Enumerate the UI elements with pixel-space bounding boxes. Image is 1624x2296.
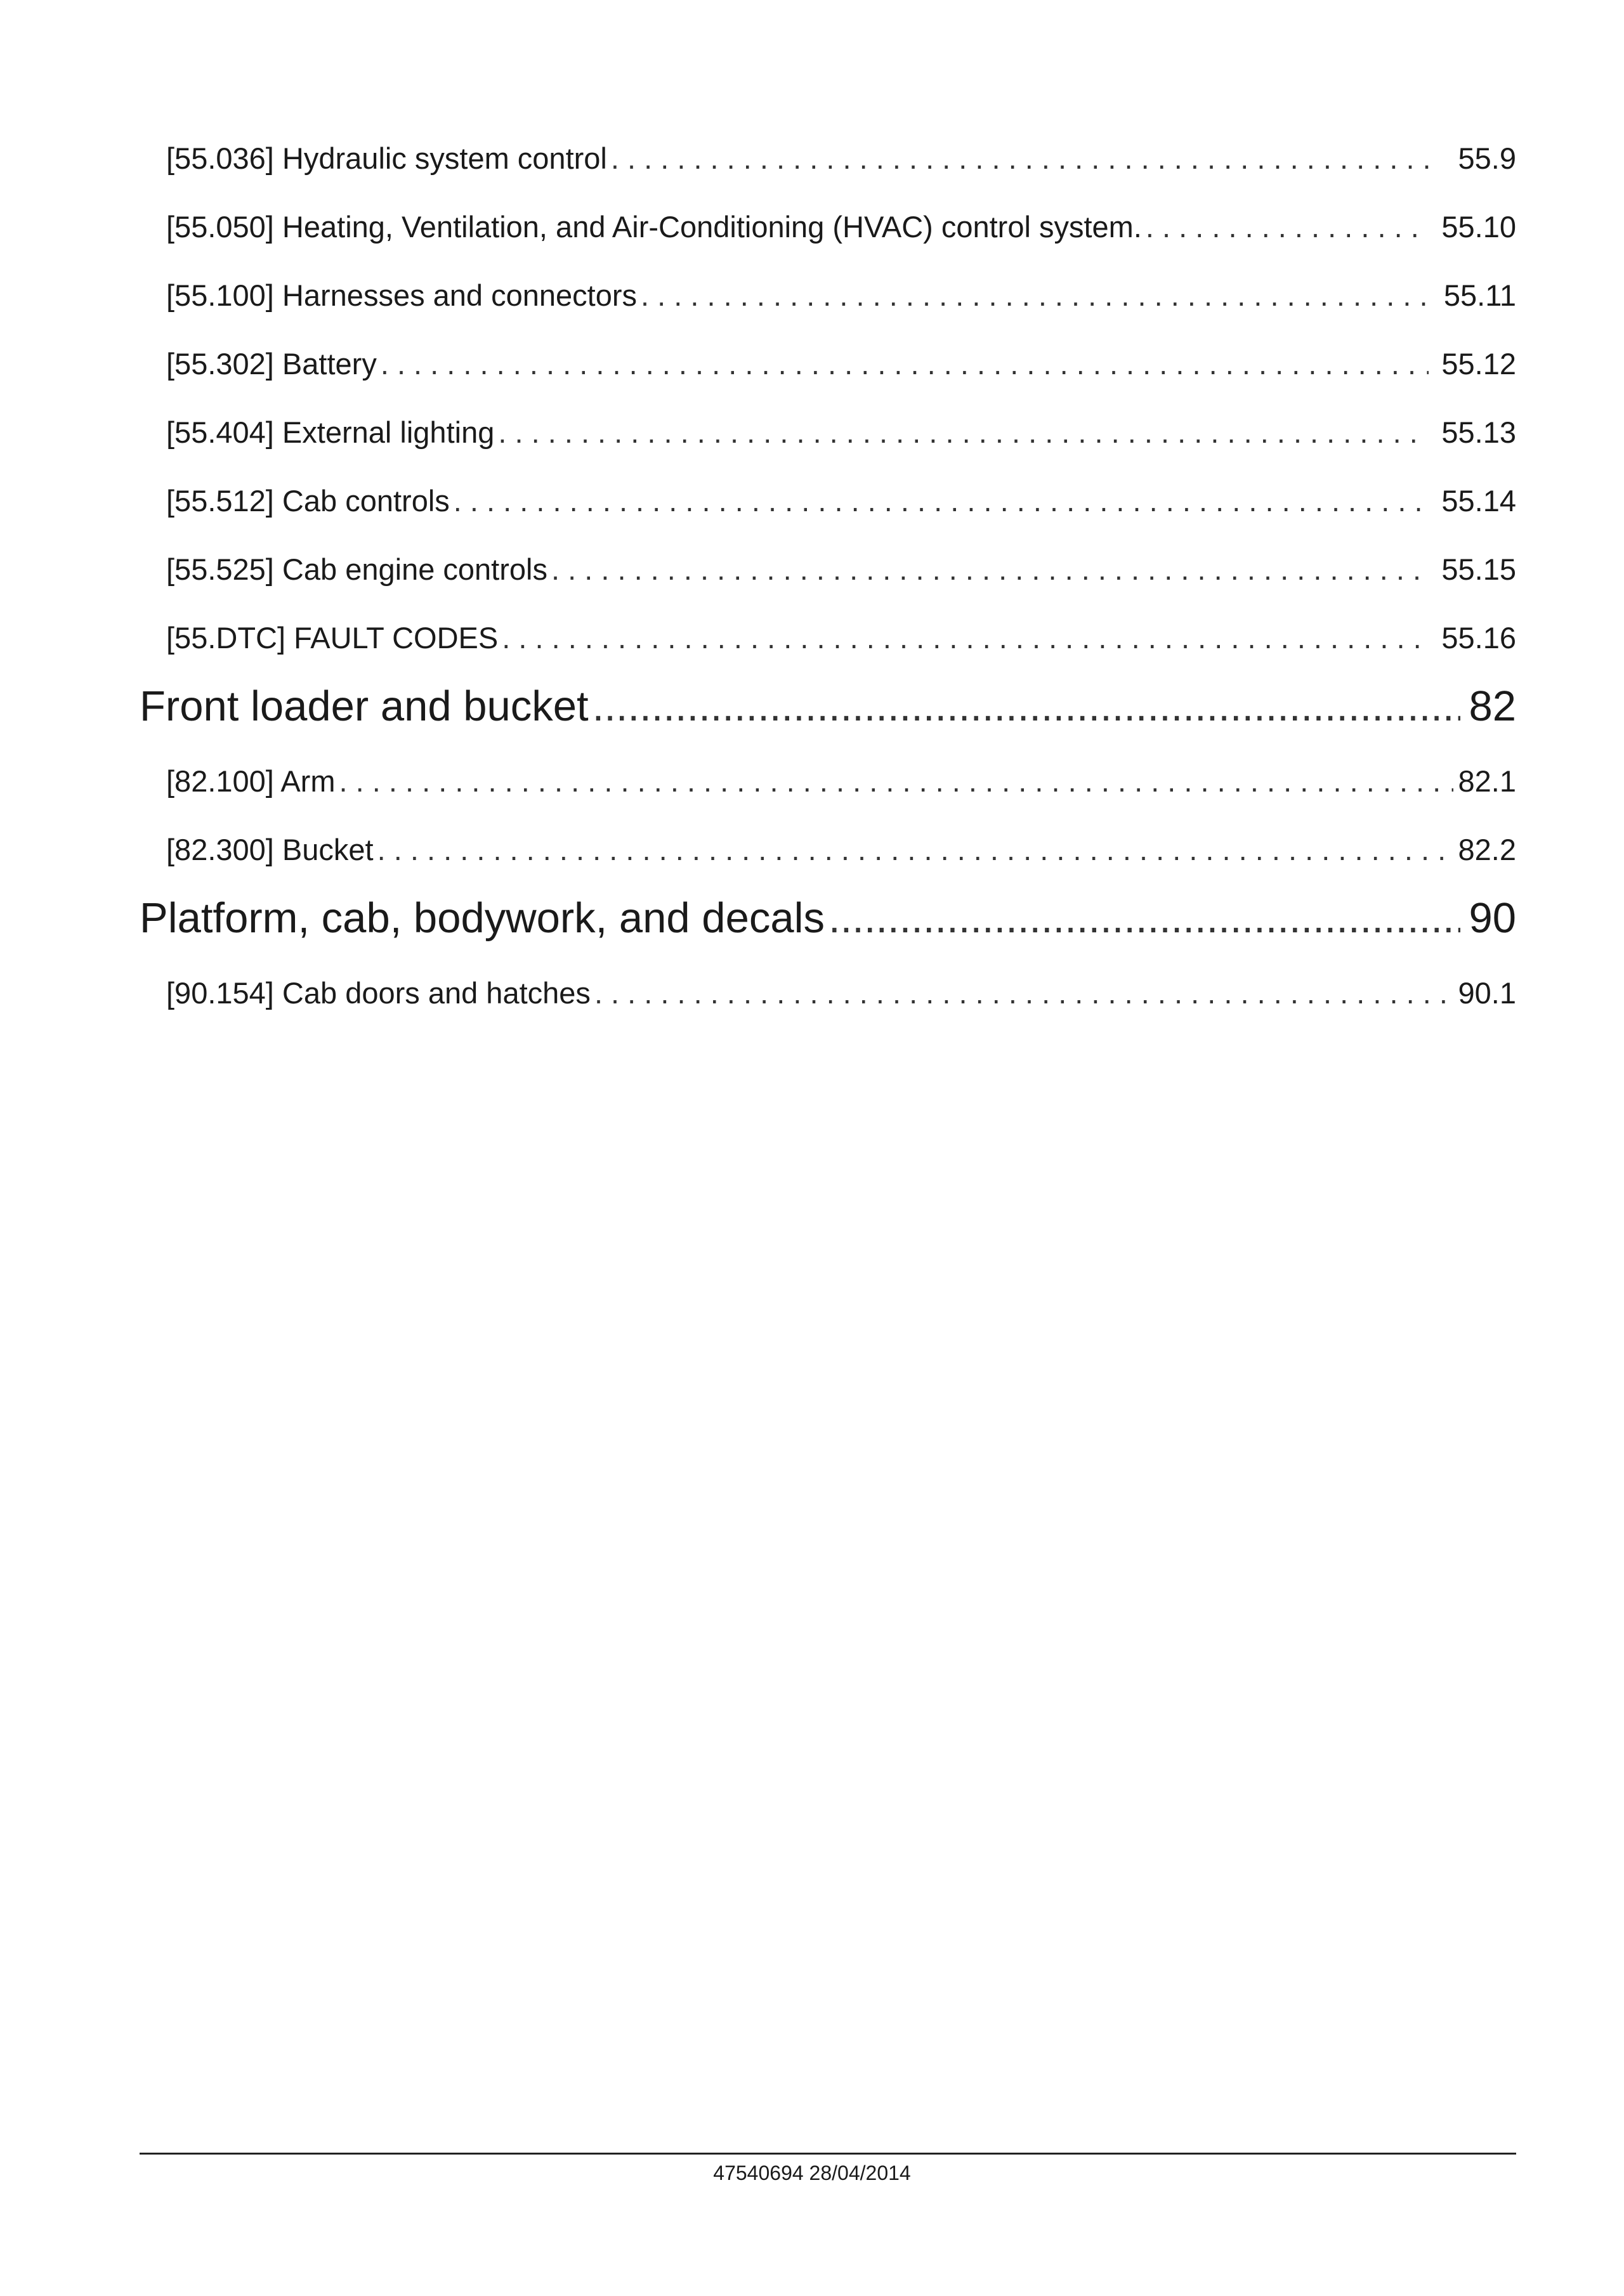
table-of-contents <box>140 133 1516 1036</box>
toc-entry-55-dtc[interactable] <box>140 613 1516 681</box>
dot-leader <box>502 613 1429 663</box>
toc-section-label: Platform, cab, bodywork, and decals <box>140 894 825 942</box>
toc-section-platform-cab[interactable] <box>140 887 1516 968</box>
dot-leader <box>1146 202 1429 252</box>
toc-section-page: 82 <box>1469 682 1516 730</box>
toc-section-label: Front loader and bucket <box>140 682 589 730</box>
toc-entry-55-512[interactable] <box>140 476 1516 544</box>
toc-entry-55-050[interactable] <box>140 202 1516 270</box>
toc-entry-55-404[interactable] <box>140 407 1516 476</box>
dot-leader <box>593 675 1460 738</box>
toc-entry-55-100[interactable] <box>140 270 1516 339</box>
toc-entry-label: [55.036] Hydraulic system control <box>166 141 607 175</box>
dot-leader <box>498 407 1429 458</box>
toc-entry-page: 55.13 <box>1441 415 1516 449</box>
dot-leader <box>381 339 1429 389</box>
toc-entry-label: [82.300] Bucket <box>166 833 374 866</box>
toc-section-page: 90 <box>1469 894 1516 942</box>
toc-entry-page: 82.2 <box>1458 833 1516 866</box>
dot-leader <box>594 968 1453 1019</box>
toc-entry-label: [55.404] External lighting <box>166 415 495 449</box>
toc-entry-label: [82.100] Arm <box>166 764 336 798</box>
toc-entry-90-154[interactable] <box>140 968 1516 1036</box>
toc-entry-label: [55.050] Heating, Ventilation, and Air-Conditioning (HVAC) control system. <box>166 210 1142 244</box>
toc-entry-label: [55.DTC] FAULT CODES <box>166 621 499 655</box>
dot-leader <box>377 825 1453 875</box>
dot-leader <box>551 544 1429 595</box>
toc-entry-page: 55.15 <box>1441 552 1516 586</box>
dot-leader <box>454 476 1429 526</box>
footer-document-id: 47540694 28/04/2014 <box>713 2162 911 2184</box>
toc-entry-label: [55.512] Cab controls <box>166 484 450 518</box>
toc-entry-55-036[interactable] <box>140 133 1516 202</box>
toc-entry-82-100[interactable] <box>140 756 1516 825</box>
toc-entry-page: 55.9 <box>1458 141 1516 175</box>
toc-entry-55-525[interactable] <box>140 544 1516 613</box>
dot-leader <box>611 133 1429 184</box>
toc-entry-page: 82.1 <box>1458 764 1516 798</box>
toc-entry-page: 55.16 <box>1441 621 1516 655</box>
toc-entry-label: [55.525] Cab engine controls <box>166 552 547 586</box>
toc-entry-82-300[interactable] <box>140 825 1516 893</box>
dot-leader <box>828 887 1460 950</box>
toc-entry-label: [55.302] Battery <box>166 347 377 381</box>
toc-entry-page: 90.1 <box>1458 976 1516 1010</box>
toc-entry-page: 55.12 <box>1441 347 1516 381</box>
dot-leader <box>339 756 1453 807</box>
footer-divider <box>140 2153 1516 2155</box>
toc-section-front-loader[interactable] <box>140 675 1516 756</box>
toc-entry-55-302[interactable] <box>140 339 1516 407</box>
toc-entry-page: 55.11 <box>1443 278 1516 312</box>
toc-entry-label: [55.100] Harnesses and connectors <box>166 278 638 312</box>
dot-leader <box>641 270 1429 321</box>
toc-entry-label: [90.154] Cab doors and hatches <box>166 976 591 1010</box>
toc-entry-page: 55.10 <box>1441 210 1516 244</box>
toc-entry-page: 55.14 <box>1441 484 1516 518</box>
